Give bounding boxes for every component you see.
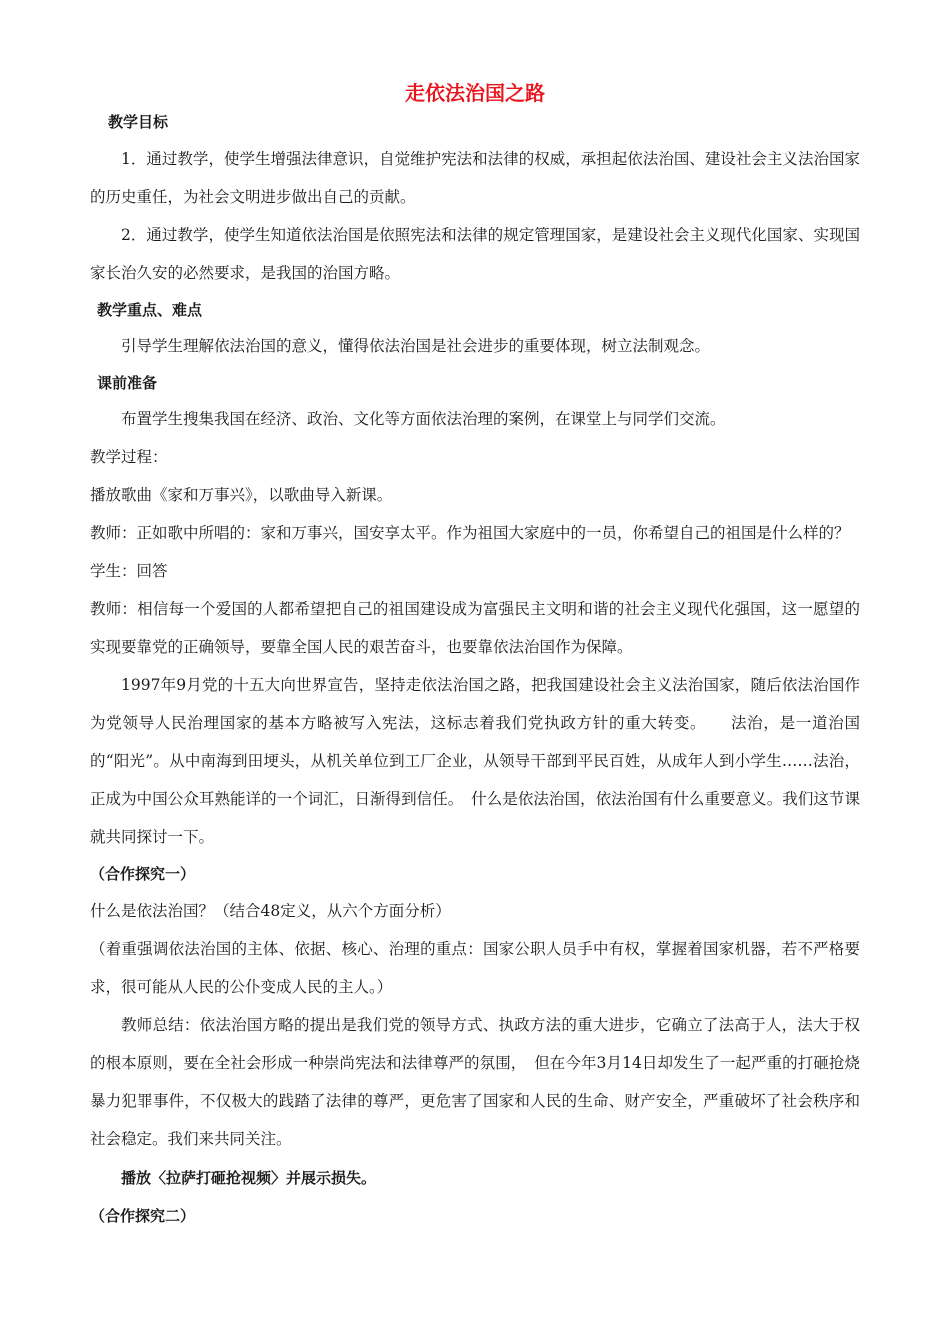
process-line-1: 播放歌曲《家和万事兴》，以歌曲导入新课。 [90, 486, 393, 504]
objectives-heading: 教学目标 [108, 113, 169, 131]
document-title: 走依法治国之路 [405, 81, 545, 105]
student-paragraph-1: 学生：回答 [90, 562, 168, 580]
prep-text: 布置学生搜集我国在经济、政治、文化等方面依法治理的案例，在课堂上与同学们交流。 [121, 410, 726, 428]
teacher-summary: 教师总结：依法治国方略的提出是我们党的领导方式、执政方法的重大进步，它确立了法高于人，法大于权的根本原则，要在全社会形成一种崇尚宪法和法律尊严的氛围， 但在今年3月14日却发生了一起严重的打砸抢烧暴力犯罪事件，不仅极大的践踏了法律的尊严，更危害了国家和人民的生命、财产安全，严重破坏了社会秩序和社会稳定。我们来共同关注。 [90, 1016, 860, 1148]
history-paragraph: 1997年9月党的十五大向世界宣告，坚持走依法治国之路，把我国建设社会主义法治国家，随后依法治国作为党领导人民治理国家的基本方略被写入宪法，这标志着我们党执政方针的重大转变。 法治，是一道治国的“阳光”。从中南海到田埂头，从机关单位到工厂企业，从领导干部到平民百姓，从成年人到小学生……法治，正成为中国公众耳熟能详的一个词汇，日渐得到信任。 什么是依法治国，依法治国有什么重要意义。我们这节课就共同探讨一下。 [90, 676, 860, 846]
inquiry-1-note: （着重强调依法治国的主体、依据、核心、治理的重点：国家公职人员手中有权，掌握着国家机器，若不严格要求，很可能从人民的公仆变成人民的主人。） [90, 940, 860, 996]
key-points-text: 引导学生理解依法治国的意义，懂得依法治国是社会进步的重要体现，树立法制观念。 [121, 337, 711, 355]
inquiry-1-heading: （合作探究一） [90, 865, 196, 883]
objective-1: 1．通过教学，使学生增强法律意识，自觉维护宪法和法律的权威，承担起依法治国、建设社会主义法治国家的历史重任，为社会文明进步做出自己的贡献。 [90, 150, 860, 206]
teacher-paragraph-1: 教师：正如歌中所唱的：家和万事兴，国安享太平。作为祖国大家庭中的一员，你希望自己的祖国是什么样的？ [90, 524, 850, 542]
inquiry-1-question: 什么是依法治国？（结合48定义，从六个方面分析） [90, 902, 451, 920]
process-label: 教学过程： [90, 448, 168, 466]
objective-2: 2．通过教学，使学生知道依法治国是依照宪法和法律的规定管理国家，是建设社会主义现代化国家、实现国家长治久安的必然要求，是我国的治国方略。 [90, 226, 860, 282]
teacher-paragraph-2: 教师：相信每一个爱国的人都希望把自己的祖国建设成为富强民主文明和谐的社会主义现代化强国，这一愿望的实现要靠党的正确领导，要靠全国人民的艰苦奋斗，也要靠依法治国作为保障。 [90, 600, 860, 656]
document-body [90, 104, 860, 1234]
key-points-heading: 教学重点、难点 [97, 301, 203, 319]
video-line: 播放〈拉萨打砸抢视频〉并展示损失。 [121, 1169, 377, 1187]
inquiry-2-heading: （合作探究二） [90, 1207, 196, 1225]
prep-heading: 课前准备 [97, 374, 158, 392]
